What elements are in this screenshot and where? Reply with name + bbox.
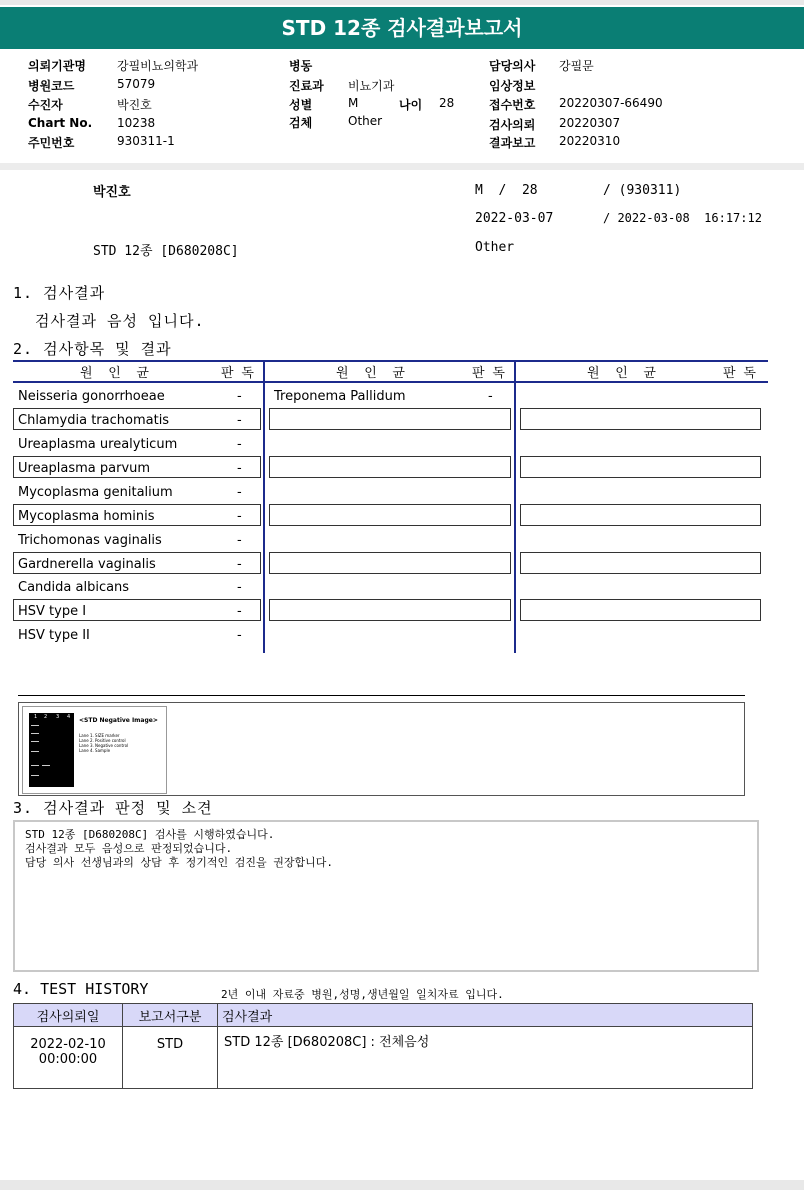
top-strip bbox=[0, 0, 804, 5]
header-value-sex: M bbox=[348, 96, 359, 110]
col3-header-name: 원 인 균 bbox=[587, 366, 656, 381]
header-value-request-date: 20220307 bbox=[559, 116, 621, 130]
table-col-divider-1 bbox=[263, 360, 265, 653]
pathogen-result: - bbox=[237, 413, 242, 428]
header-value-resident-no: 930311-1 bbox=[117, 134, 175, 148]
row-box bbox=[269, 552, 511, 574]
pathogen-name: Trichomonas vaginalis bbox=[18, 533, 162, 548]
opinion-line: STD 12종 [D680208C] 검사를 시행하였습니다. bbox=[25, 828, 275, 841]
patient-birth: / (930311) bbox=[603, 183, 682, 198]
header-label-doctor: 담당의사 bbox=[489, 59, 536, 73]
col1-header-result: 판 독 bbox=[221, 366, 254, 381]
pathogen-result: - bbox=[237, 461, 242, 476]
header-label-report-date: 결과보고 bbox=[489, 136, 536, 150]
pathogen-result: - bbox=[237, 557, 242, 572]
history-table bbox=[13, 1003, 753, 1089]
header-label-specimen: 검체 bbox=[289, 116, 313, 130]
row-box bbox=[520, 408, 761, 430]
sample-date: 2022-03-07 bbox=[475, 211, 554, 226]
bottom-strip bbox=[0, 1180, 804, 1190]
row-box bbox=[520, 599, 761, 621]
gel-legend-item: Lane 4. Sample bbox=[79, 748, 111, 753]
section3-title: 3. 검사결과 판정 및 소견 bbox=[13, 799, 213, 817]
lane-number: 4 bbox=[67, 714, 71, 720]
table-col-divider-2 bbox=[514, 360, 516, 653]
col2-header-name: 원 인 균 bbox=[336, 366, 405, 381]
header-value-department: 비뇨기과 bbox=[348, 79, 395, 93]
gel-image-box bbox=[18, 702, 745, 796]
history-time: 00:00:00 bbox=[38, 1052, 98, 1067]
row-box bbox=[269, 456, 511, 478]
col1-header-name: 원 인 균 bbox=[80, 366, 149, 381]
row-box bbox=[269, 408, 511, 430]
pathogen-name: HSV type I bbox=[18, 604, 87, 619]
pathogen-name: Neisseria gonorrhoeae bbox=[18, 389, 165, 404]
patient-name: 박진호 bbox=[93, 185, 131, 200]
history-row bbox=[14, 1027, 753, 1089]
col3-header-result: 판 독 bbox=[723, 366, 756, 381]
header-value-doctor: 강필문 bbox=[559, 59, 594, 73]
pathogen-result: - bbox=[237, 628, 242, 643]
header-label-sex: 성별 bbox=[289, 98, 313, 112]
pathogen-name: Mycoplasma genitalium bbox=[18, 485, 173, 500]
specimen-type: Other bbox=[475, 240, 515, 255]
table-header-border bbox=[13, 381, 768, 383]
pathogen-result: - bbox=[237, 533, 242, 548]
pathogen-name: Treponema Pallidum bbox=[274, 389, 406, 404]
pathogen-result: - bbox=[237, 389, 242, 404]
row-box bbox=[520, 552, 761, 574]
opinion-line: 검사결과 모두 음성으로 판정되었습니다. bbox=[25, 842, 233, 855]
test-name: STD 12종 [D680208C] bbox=[93, 244, 239, 259]
section1-result: 검사결과 음성 입니다. bbox=[35, 312, 205, 330]
pathogen-name: Ureaplasma parvum bbox=[18, 461, 151, 476]
pathogen-result: - bbox=[237, 580, 242, 595]
header-value-report-date: 20220310 bbox=[559, 134, 621, 148]
gel-band bbox=[42, 765, 50, 766]
header-value-age: 28 bbox=[439, 96, 455, 110]
receipt-datetime: / 2022-03-08 16:17:12 bbox=[603, 211, 762, 225]
lane-number: 2 bbox=[44, 714, 48, 720]
gel-band bbox=[31, 765, 39, 766]
history-date: 2022-02-10 bbox=[30, 1037, 106, 1052]
gel-legend-item: Lane 3. Negative control bbox=[79, 743, 129, 748]
header-label-resident-no: 주민번호 bbox=[28, 136, 75, 150]
section1-title: 1. 검사결과 bbox=[13, 284, 106, 302]
pathogen-result: - bbox=[237, 437, 242, 452]
pathogen-name: HSV type II bbox=[18, 628, 90, 643]
header-label-patient: 수진자 bbox=[28, 98, 63, 112]
header-label-chart-no: Chart No. bbox=[28, 116, 93, 130]
divider-line bbox=[18, 695, 745, 696]
gel-legend-item: Lane 2. Positive control bbox=[79, 738, 126, 743]
header-value-hospital-code: 57079 bbox=[117, 77, 156, 91]
pathogen-name: Ureaplasma urealyticum bbox=[18, 437, 178, 452]
history-result: STD 12종 [D680208C] : 전체음성 bbox=[218, 1027, 753, 1089]
header-label-institution: 의뢰기관명 bbox=[28, 59, 86, 73]
header-value-specimen: Other bbox=[348, 114, 383, 128]
header-separator bbox=[0, 163, 804, 170]
gel-image-title: <STD Negative Image> bbox=[79, 717, 158, 724]
pathogen-result: - bbox=[237, 604, 242, 619]
header-label-ward: 병동 bbox=[289, 59, 313, 73]
header-label-department: 진료과 bbox=[289, 79, 324, 93]
row-box bbox=[520, 456, 761, 478]
header-label-request-date: 검사의뢰 bbox=[489, 118, 536, 132]
gel-band bbox=[31, 733, 39, 734]
header-value-receipt-no: 20220307-66490 bbox=[559, 96, 663, 110]
row-box bbox=[269, 504, 511, 526]
gel-image-thumbnail bbox=[22, 706, 167, 794]
history-header-type: 보고서구분 bbox=[123, 1004, 218, 1027]
history-header-date: 검사의뢰일 bbox=[14, 1004, 123, 1027]
history-type: STD bbox=[123, 1027, 218, 1089]
header-value-chart-no: 10238 bbox=[117, 116, 156, 130]
gel-band bbox=[31, 775, 39, 776]
header-label-receipt-no: 접수번호 bbox=[489, 98, 536, 112]
col2-header-result: 판 독 bbox=[472, 366, 505, 381]
history-note: 2년 이내 자료중 병원,성명,생년월일 일치자료 입니다. bbox=[221, 988, 504, 1001]
opinion-box bbox=[13, 820, 759, 972]
gel-band bbox=[31, 751, 39, 752]
gel-legend-item: Lane 1. SIZE marker bbox=[79, 733, 120, 738]
report-title: STD 12종 검사결과보고서 bbox=[0, 7, 804, 49]
row-box bbox=[269, 599, 511, 621]
gel-photo bbox=[29, 713, 74, 787]
header-label-clinical-info: 임상정보 bbox=[489, 79, 536, 93]
pathogen-name: Chlamydia trachomatis bbox=[18, 413, 170, 428]
lane-number: 3 bbox=[56, 714, 60, 720]
pathogen-result: - bbox=[237, 509, 242, 524]
section2-title: 2. 검사항목 및 결과 bbox=[13, 340, 172, 358]
header-label-age: 나이 bbox=[399, 98, 423, 112]
gel-band bbox=[31, 725, 39, 726]
header-value-institution: 강필비뇨의학과 bbox=[117, 59, 199, 73]
history-header-result: 검사결과 bbox=[218, 1004, 753, 1027]
row-box bbox=[520, 504, 761, 526]
gel-band bbox=[31, 741, 39, 742]
pathogen-result: - bbox=[488, 389, 493, 404]
patient-sex-age: M / 28 bbox=[475, 183, 538, 198]
pathogen-name: Gardnerella vaginalis bbox=[18, 557, 156, 572]
section4-title: 4. TEST HISTORY bbox=[13, 980, 149, 998]
header-label-hospital-code: 병원코드 bbox=[28, 79, 75, 93]
lane-number: 1 bbox=[34, 714, 38, 720]
history-date-cell bbox=[14, 1027, 123, 1089]
pathogen-result: - bbox=[237, 485, 242, 500]
pathogen-name: Mycoplasma hominis bbox=[18, 509, 155, 524]
header-value-patient: 박진호 bbox=[117, 98, 152, 112]
opinion-line: 담당 의사 선생님과의 상담 후 정기적인 검진을 권장합니다. bbox=[25, 856, 334, 869]
pathogen-name: Candida albicans bbox=[18, 580, 130, 595]
